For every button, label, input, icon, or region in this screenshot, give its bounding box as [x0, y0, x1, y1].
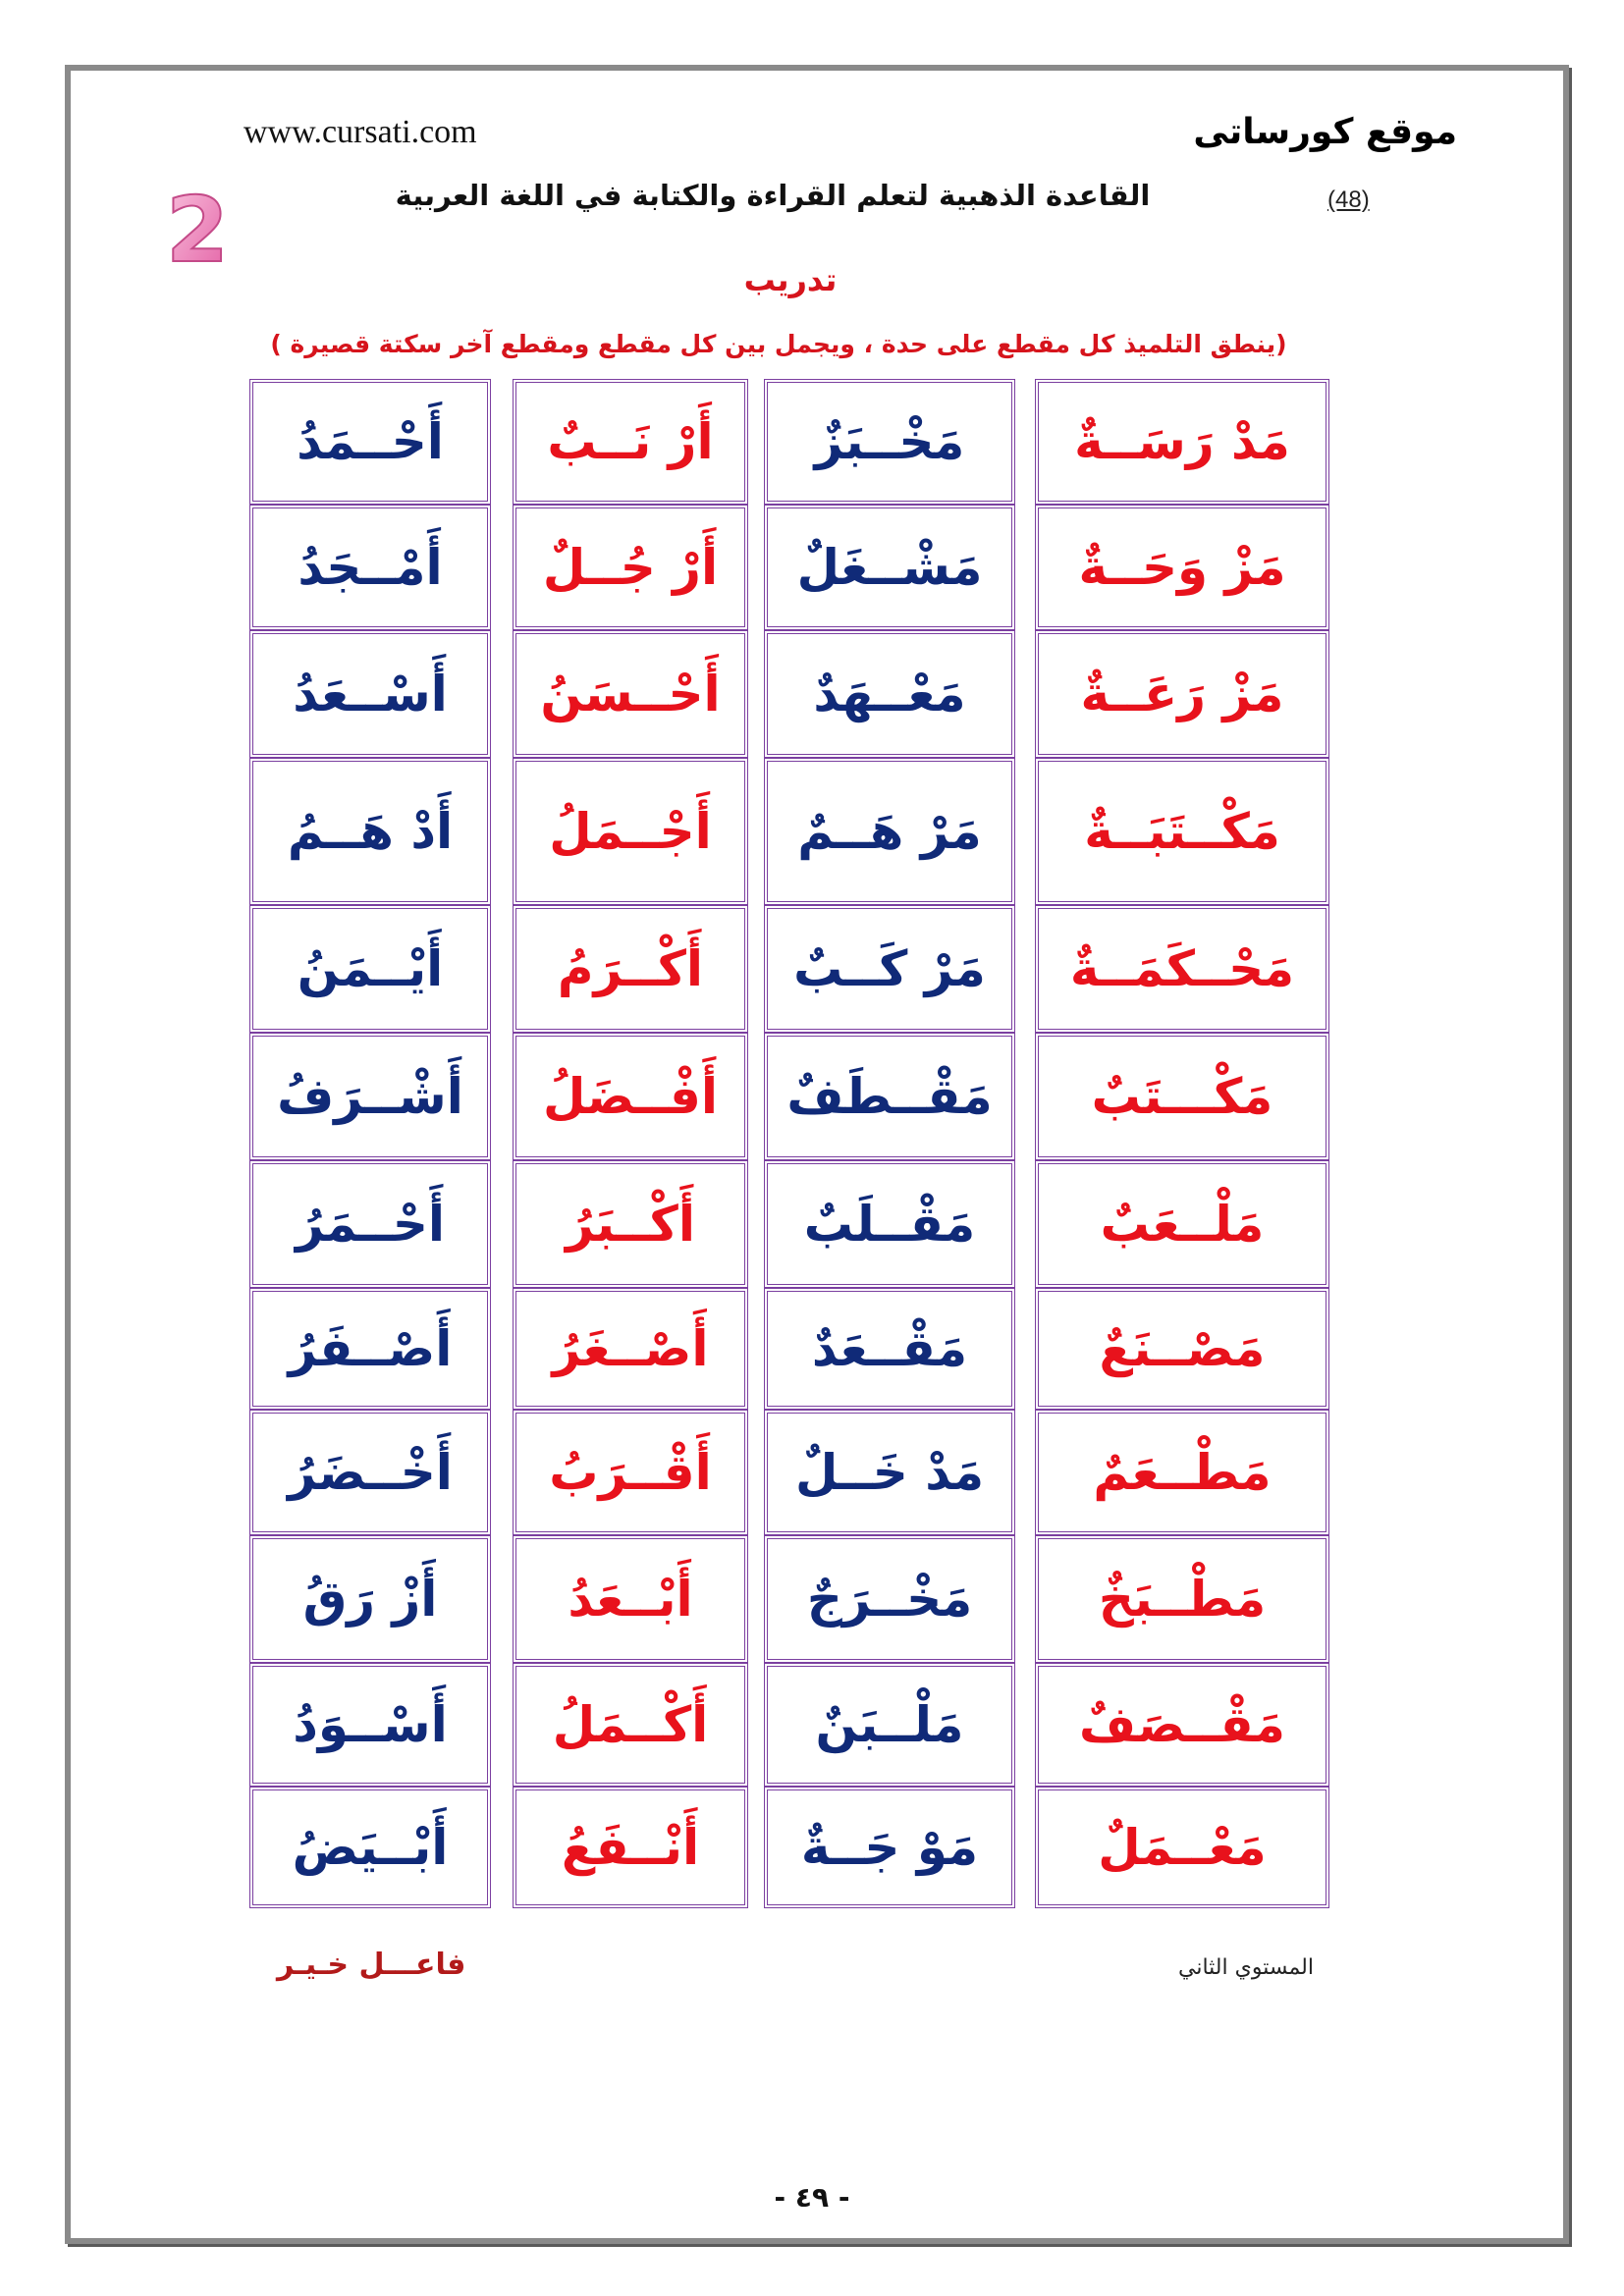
word-cell: مَرْ كَــبٌ	[764, 905, 1015, 1033]
word-cell: أَحْــمَدُ	[249, 379, 491, 505]
word-cell: أَكْــرَمُ	[513, 905, 748, 1033]
word-cell: مَطْــبَخٌ	[1035, 1535, 1329, 1663]
word-cell: مَقْــلَبٌ	[764, 1160, 1015, 1288]
site-name: موقع كورساتى	[1193, 112, 1457, 152]
exercise-instruction: (ينطق التلميذ كل مقطع على حدة ، ويجمل بين كل مقطع ومقطع آخر سكتة قصيرة )	[270, 330, 1287, 358]
word-cell: مَزْ وَحَــةٌ	[1035, 505, 1329, 630]
word-cell: أَرْ جُــلٌ	[513, 505, 748, 630]
exercise-title: تدريب	[743, 261, 838, 298]
word-cell: أَبْــيَضُ	[249, 1787, 491, 1908]
word-cell: أَصْــغَرُ	[513, 1288, 748, 1410]
word-grid	[249, 379, 1329, 1908]
word-cell: مَزْ رَعَــةٌ	[1035, 630, 1329, 758]
word-cell: مَوْ جَــةٌ	[764, 1787, 1015, 1908]
word-cell: أَفْــضَلُ	[513, 1033, 748, 1160]
word-cell: مَدْ خَــلٌ	[764, 1410, 1015, 1535]
word-cell: مَقْــطَفٌ	[764, 1033, 1015, 1160]
word-cell: مَعْــمَلٌ	[1035, 1787, 1329, 1908]
word-cell: مَشْــغَلٌ	[764, 505, 1015, 630]
word-column-3	[513, 379, 748, 1908]
word-column-4	[249, 379, 491, 1908]
word-cell: أَمْــجَدُ	[249, 505, 491, 630]
word-cell: أَزْ رَقُ	[249, 1535, 491, 1663]
word-cell: أَكْــمَلُ	[513, 1663, 748, 1787]
word-cell: أَجْــمَلُ	[513, 758, 748, 905]
word-cell: أَبْــعَدُ	[513, 1535, 748, 1663]
word-cell: مَدْ رَسَــةٌ	[1035, 379, 1329, 505]
word-cell: مَخْــبَزٌ	[764, 379, 1015, 505]
word-cell: أَرْ نَــبٌ	[513, 379, 748, 505]
word-cell: مَقْــصَفٌ	[1035, 1663, 1329, 1787]
word-cell: مَصْــنَعٌ	[1035, 1288, 1329, 1410]
word-cell: أَشْــرَفُ	[249, 1033, 491, 1160]
word-cell: مَخْــرَجٌ	[764, 1535, 1015, 1663]
word-cell: أَسْــعَدُ	[249, 630, 491, 758]
word-cell: أَدْ هَــمُ	[249, 758, 491, 905]
word-cell: أَحْــسَنُ	[513, 630, 748, 758]
word-cell: أَيْــمَنُ	[249, 905, 491, 1033]
page-number: - ٤٩ -	[774, 2181, 850, 2214]
word-cell: مَكْــتَبَــةٌ	[1035, 758, 1329, 905]
book-title: القاعدة الذهبية لتعلم القراءة والكتابة في اللغة العربية	[395, 179, 1151, 212]
word-cell: مَكْـــتَبٌ	[1035, 1033, 1329, 1160]
level-label: المستوي الثاني	[1178, 1955, 1314, 1980]
word-cell: مَقْــعَدٌ	[764, 1288, 1015, 1410]
page-reference: (48)	[1327, 187, 1370, 213]
site-url[interactable]: www.cursati.com	[244, 114, 477, 150]
word-cell: أَسْــوَدُ	[249, 1663, 491, 1787]
word-cell: مَلْــعَبٌ	[1035, 1160, 1329, 1288]
word-cell: أَحْــمَرُ	[249, 1160, 491, 1288]
author-credit: فاعـــل خـيـر	[277, 1948, 466, 1982]
word-cell: مَحْــكَمَــةٌ	[1035, 905, 1329, 1033]
word-cell: مَلْــبَنٌ	[764, 1663, 1015, 1787]
word-column-2	[764, 379, 1015, 1908]
word-cell: أَنْــفَعُ	[513, 1787, 748, 1908]
word-cell: مَرْ هَــمٌ	[764, 758, 1015, 905]
word-cell: مَطْــعَمٌ	[1035, 1410, 1329, 1535]
word-cell: أَقْــرَبُ	[513, 1410, 748, 1535]
level-badge-number: 2	[165, 179, 230, 269]
word-column-1	[1035, 379, 1329, 1908]
word-cell: أَصْــفَرُ	[249, 1288, 491, 1410]
word-cell: مَعْــهَدٌ	[764, 630, 1015, 758]
word-cell: أَخْــضَرُ	[249, 1410, 491, 1535]
word-cell: أَكْــبَرُ	[513, 1160, 748, 1288]
